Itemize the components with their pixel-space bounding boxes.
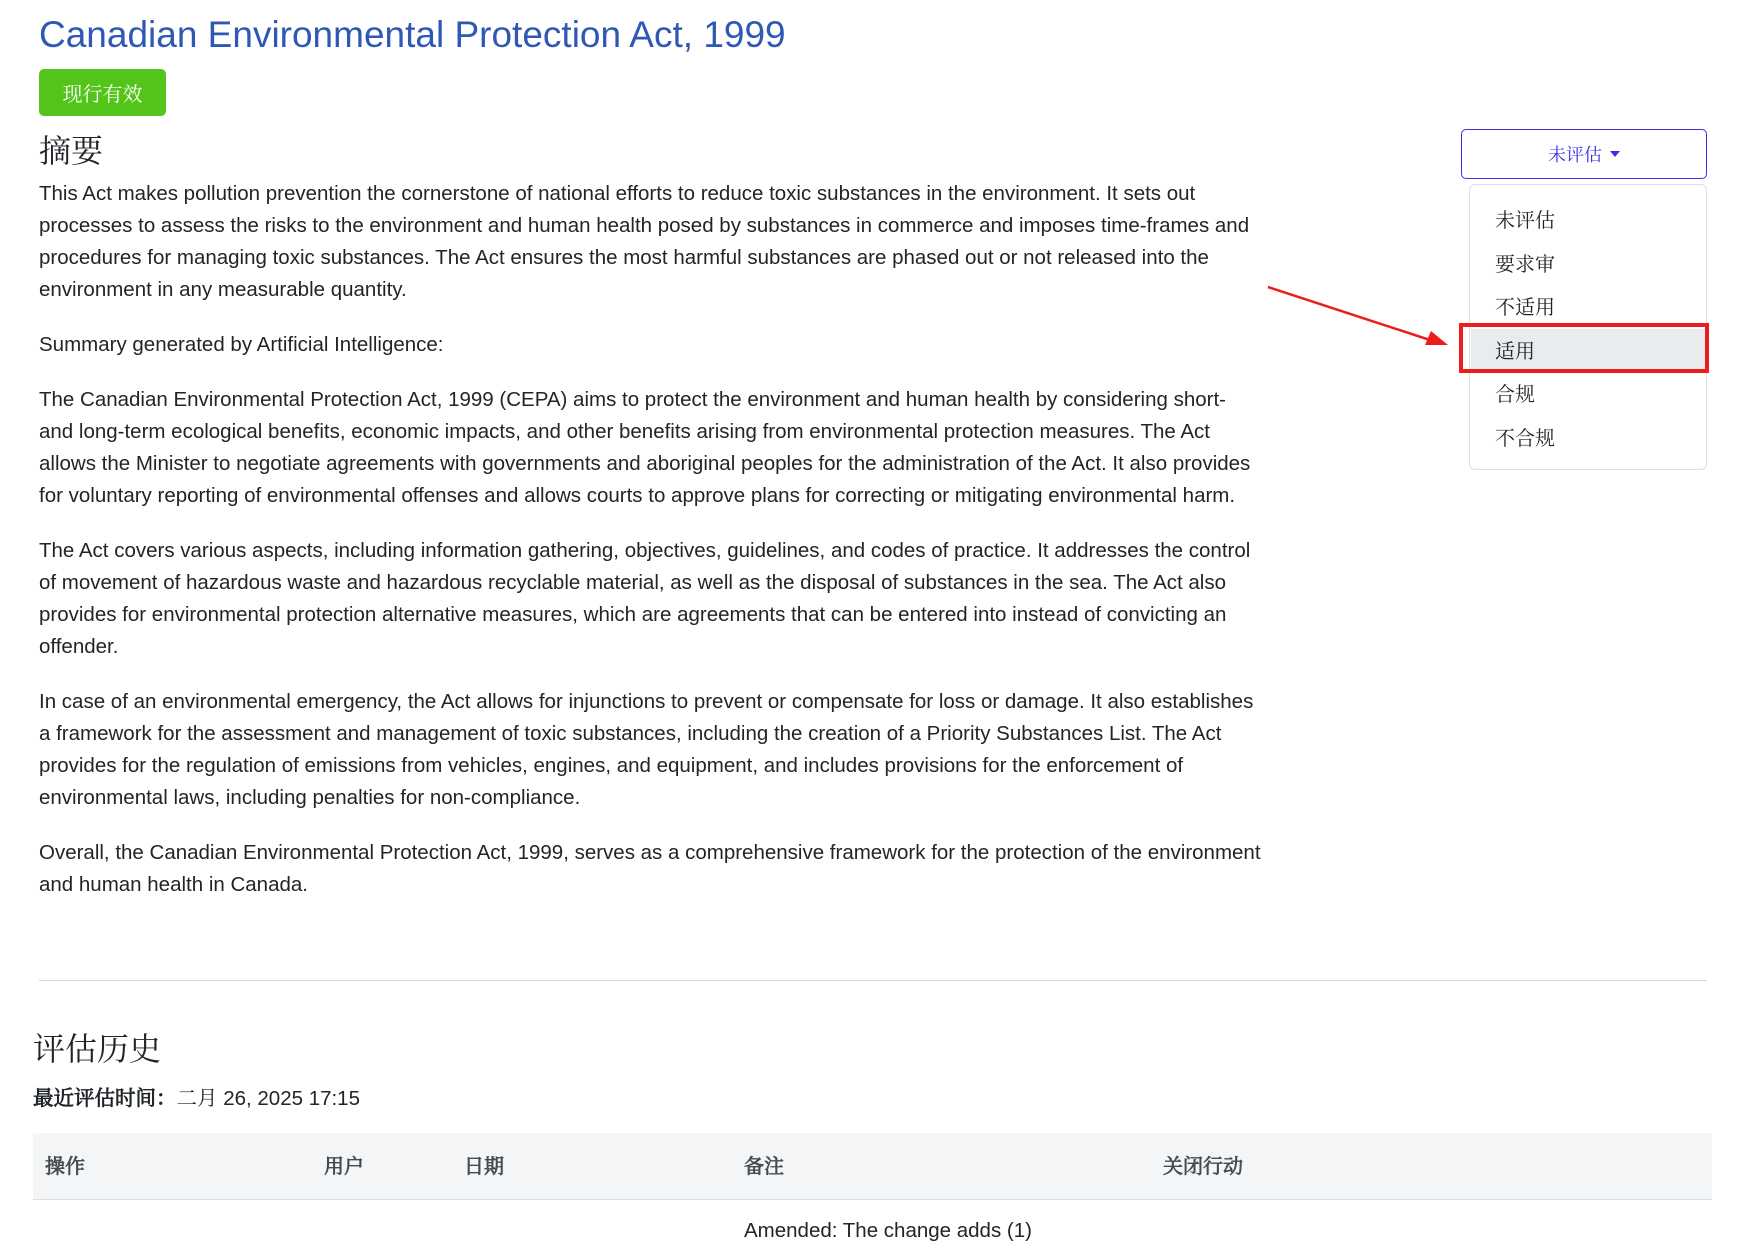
column-header-note: 备注: [744, 1154, 784, 1178]
menu-item-review-required[interactable]: 要求审: [1495, 252, 1555, 276]
summary-heading: 摘要: [39, 132, 104, 170]
summary-paragraph: Summary generated by Artificial Intelligence:: [39, 333, 444, 356]
column-header-date: 日期: [464, 1154, 504, 1178]
page-title: Canadian Environmental Protection Act, 1999: [39, 14, 786, 55]
evaluation-status-dropdown[interactable]: [1461, 129, 1707, 179]
status-badge: 现行有效: [39, 69, 166, 116]
table-cell-note: Amended: The change adds (1): [744, 1219, 1032, 1242]
last-evaluation-time: [33, 1081, 360, 1111]
evaluation-status-label: 未评估: [1548, 145, 1602, 166]
summary-body: [39, 178, 1261, 924]
summary-paragraph: This Act makes pollution prevention the cornerstone of national efforts to reduce toxic substances in the environment. It sets out processes to assess the risks to the environment and human health posed by substances in commerce and imposes time-frames and procedures for managing toxic substances. The Act ensures the most harmful substances are phased out or not released into the environment in any measurable quantity.: [39, 182, 1250, 301]
history-heading: 评估历史: [33, 1030, 162, 1068]
column-header-user: 用户: [324, 1154, 364, 1178]
column-header-close-action: 关闭行动: [1163, 1154, 1243, 1178]
annotation-arrow-icon: [1265, 283, 1450, 348]
menu-item-not-evaluated[interactable]: 未评估: [1495, 208, 1555, 232]
summary-paragraph: The Canadian Environmental Protection Act, 1999 (CEPA) aims to protect the environment and human health by considering short- and long-term ecological benefits, economic impacts, and other benefits arising from environmental protection measures. The Act allows the Minister to negotiate agreements with governments and aboriginal peoples for the administration of the Act. It also provides for voluntary reporting of environmental offenses and allows courts to approve plans for correcting or mitigating environmental harm.: [39, 388, 1251, 507]
summary-paragraph: Overall, the Canadian Environmental Protection Act, 1999, serves as a comprehensive framework for the protection of the environment and human health in Canada.: [39, 841, 1261, 896]
menu-item-non-compliant[interactable]: 不合规: [1495, 426, 1555, 450]
summary-paragraph: In case of an environmental emergency, the Act allows for injunctions to prevent or compensate for loss or damage. It also establishes a framework for the assessment and management of toxic substances, including the creation of a Priority Substances List. The Act provides for the regulation of emissions from vehicles, engines, and equipment, and includes provisions for the enforcement of environmental laws, including penalties for non-compliance.: [39, 690, 1254, 809]
caret-down-icon: [1610, 151, 1620, 157]
summary-paragraph: The Act covers various aspects, including information gathering, objectives, guidelines, and codes of practice. It addresses the control of movement of hazardous waste and hazardous recyclable material, as well as the disposal of substances in the sea. The Act also provides for environmental protection alternative measures, which are agreements that can be entered into instead of convicting an offender.: [39, 539, 1251, 658]
last-evaluation-label: 最近评估时间：: [33, 1086, 177, 1110]
menu-item-applicable[interactable]: 适用: [1471, 329, 1705, 373]
menu-item-compliant[interactable]: 合规: [1495, 382, 1535, 406]
history-table-header: [33, 1133, 1712, 1200]
section-divider: [39, 980, 1707, 981]
last-evaluation-value: 二月 26, 2025 17:15: [176, 1087, 360, 1110]
annotation-highlight-box: [1459, 323, 1709, 373]
column-header-action: 操作: [45, 1154, 85, 1178]
menu-item-not-applicable[interactable]: 不适用: [1495, 295, 1555, 319]
